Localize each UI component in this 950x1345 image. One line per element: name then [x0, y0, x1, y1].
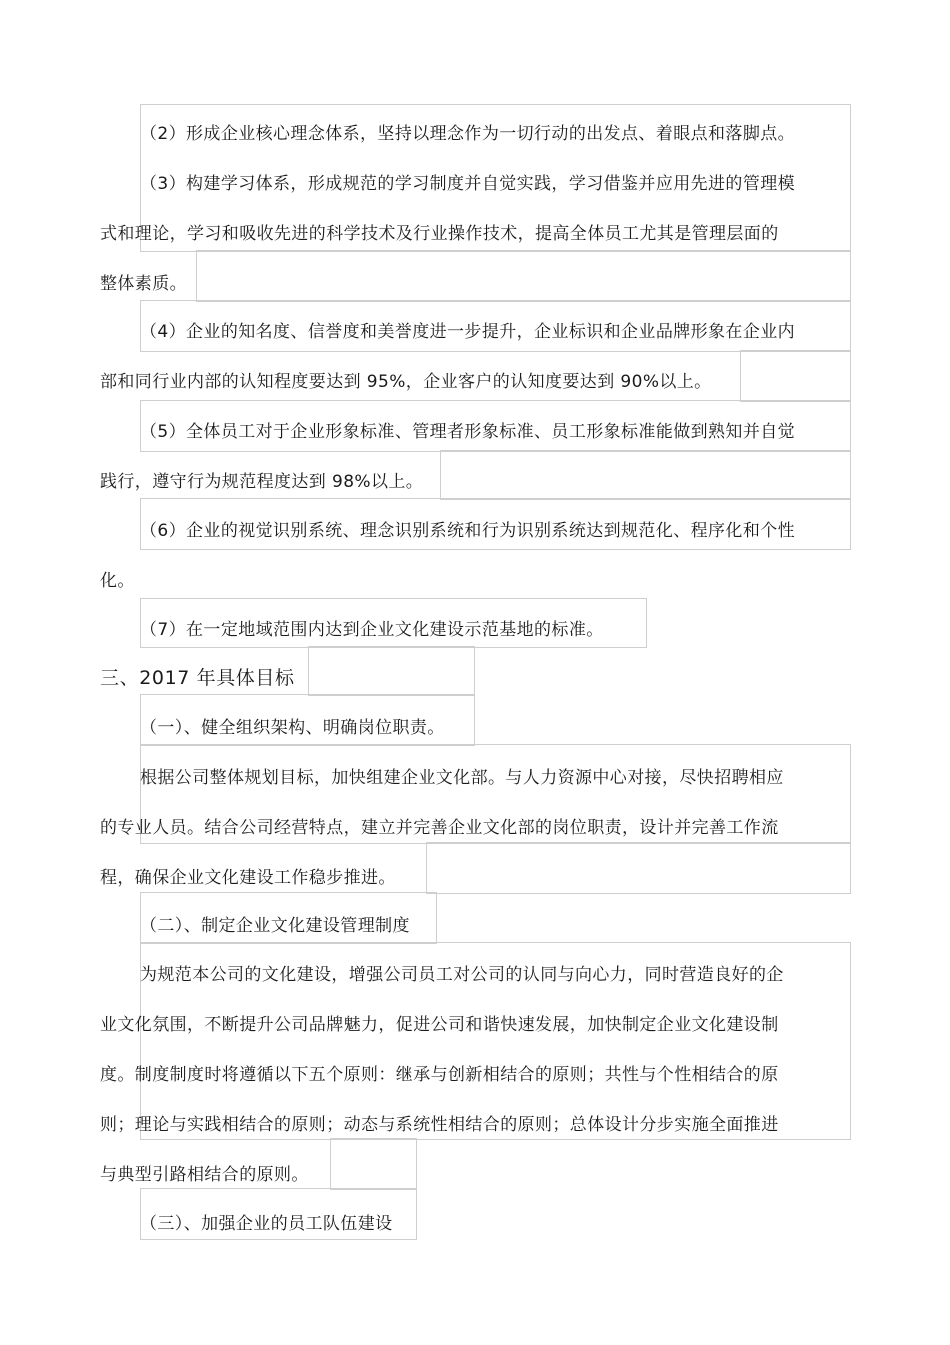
- text-line: 部和同行业内部的认知程度要达到 95%，企业客户的认知度要达到 90%以上。: [100, 372, 712, 392]
- text-line: （2）形成企业核心理念体系，坚持以理念作为一切行动的出发点、着眼点和落脚点。: [140, 124, 796, 144]
- text-line: 的专业人员。结合公司经营特点，建立并完善企业文化部的岗位职责，设计并完善工作流: [100, 818, 779, 838]
- text-line: （4）企业的知名度、信誉度和美誉度进一步提升，企业标识和企业品牌形象在企业内: [140, 322, 796, 342]
- section-heading: 三、2017 年具体目标: [100, 667, 295, 689]
- subsection-heading: （二）、制定企业文化建设管理制度: [140, 916, 410, 936]
- text-line: 业文化氛围，不断提升公司品牌魅力，促进公司和谐快速发展，加快制定企业文化建设制: [100, 1015, 779, 1035]
- text-line: 整体素质。: [100, 274, 187, 294]
- text-line: 式和理论，学习和吸收先进的科学技术及行业操作技术，提高全体员工尤其是管理层面的: [100, 224, 779, 244]
- subsection-heading: （三）、加强企业的员工队伍建设: [140, 1214, 393, 1234]
- text-line: （3）构建学习体系，形成规范的学习制度并自觉实践，学习借鉴并应用先进的管理模: [140, 174, 796, 194]
- text-line: （5）全体员工对于企业形象标准、管理者形象标准、员工形象标准能做到熟知并自觉: [140, 422, 796, 442]
- text-line: 则；理论与实践相结合的原则；动态与系统性相结合的原则；总体设计分步实施全面推进: [100, 1115, 779, 1135]
- text-line: 与典型引路相结合的原则。: [100, 1165, 309, 1185]
- frame-box: [330, 1138, 417, 1190]
- frame-box: [426, 842, 851, 894]
- text-line: 化。: [100, 571, 135, 591]
- frame-box: [740, 350, 851, 402]
- text-line: 为规范本公司的文化建设，增强公司员工对公司的认同与向心力，同时营造良好的企: [140, 965, 784, 985]
- text-line: （7）在一定地域范围内达到企业文化建设示范基地的标准。: [140, 620, 604, 640]
- text-line: 度。制度制度时将遵循以下五个原则：继承与创新相结合的原则；共性与个性相结合的原: [100, 1065, 779, 1085]
- text-line: 程，确保企业文化建设工作稳步推进。: [100, 868, 396, 888]
- text-line: 根据公司整体规划目标，加快组建企业文化部。与人力资源中心对接，尽快招聘相应: [140, 768, 784, 788]
- frame-box: [308, 646, 475, 696]
- text-line: （6）企业的视觉识别系统、理念识别系统和行为识别系统达到规范化、程序化和个性: [140, 521, 796, 541]
- subsection-heading: （一）、健全组织架构、明确岗位职责。: [140, 718, 445, 738]
- frame-box: [196, 250, 851, 302]
- text-line: 践行，遵守行为规范程度达到 98%以上。: [100, 472, 424, 492]
- frame-box: [440, 450, 851, 500]
